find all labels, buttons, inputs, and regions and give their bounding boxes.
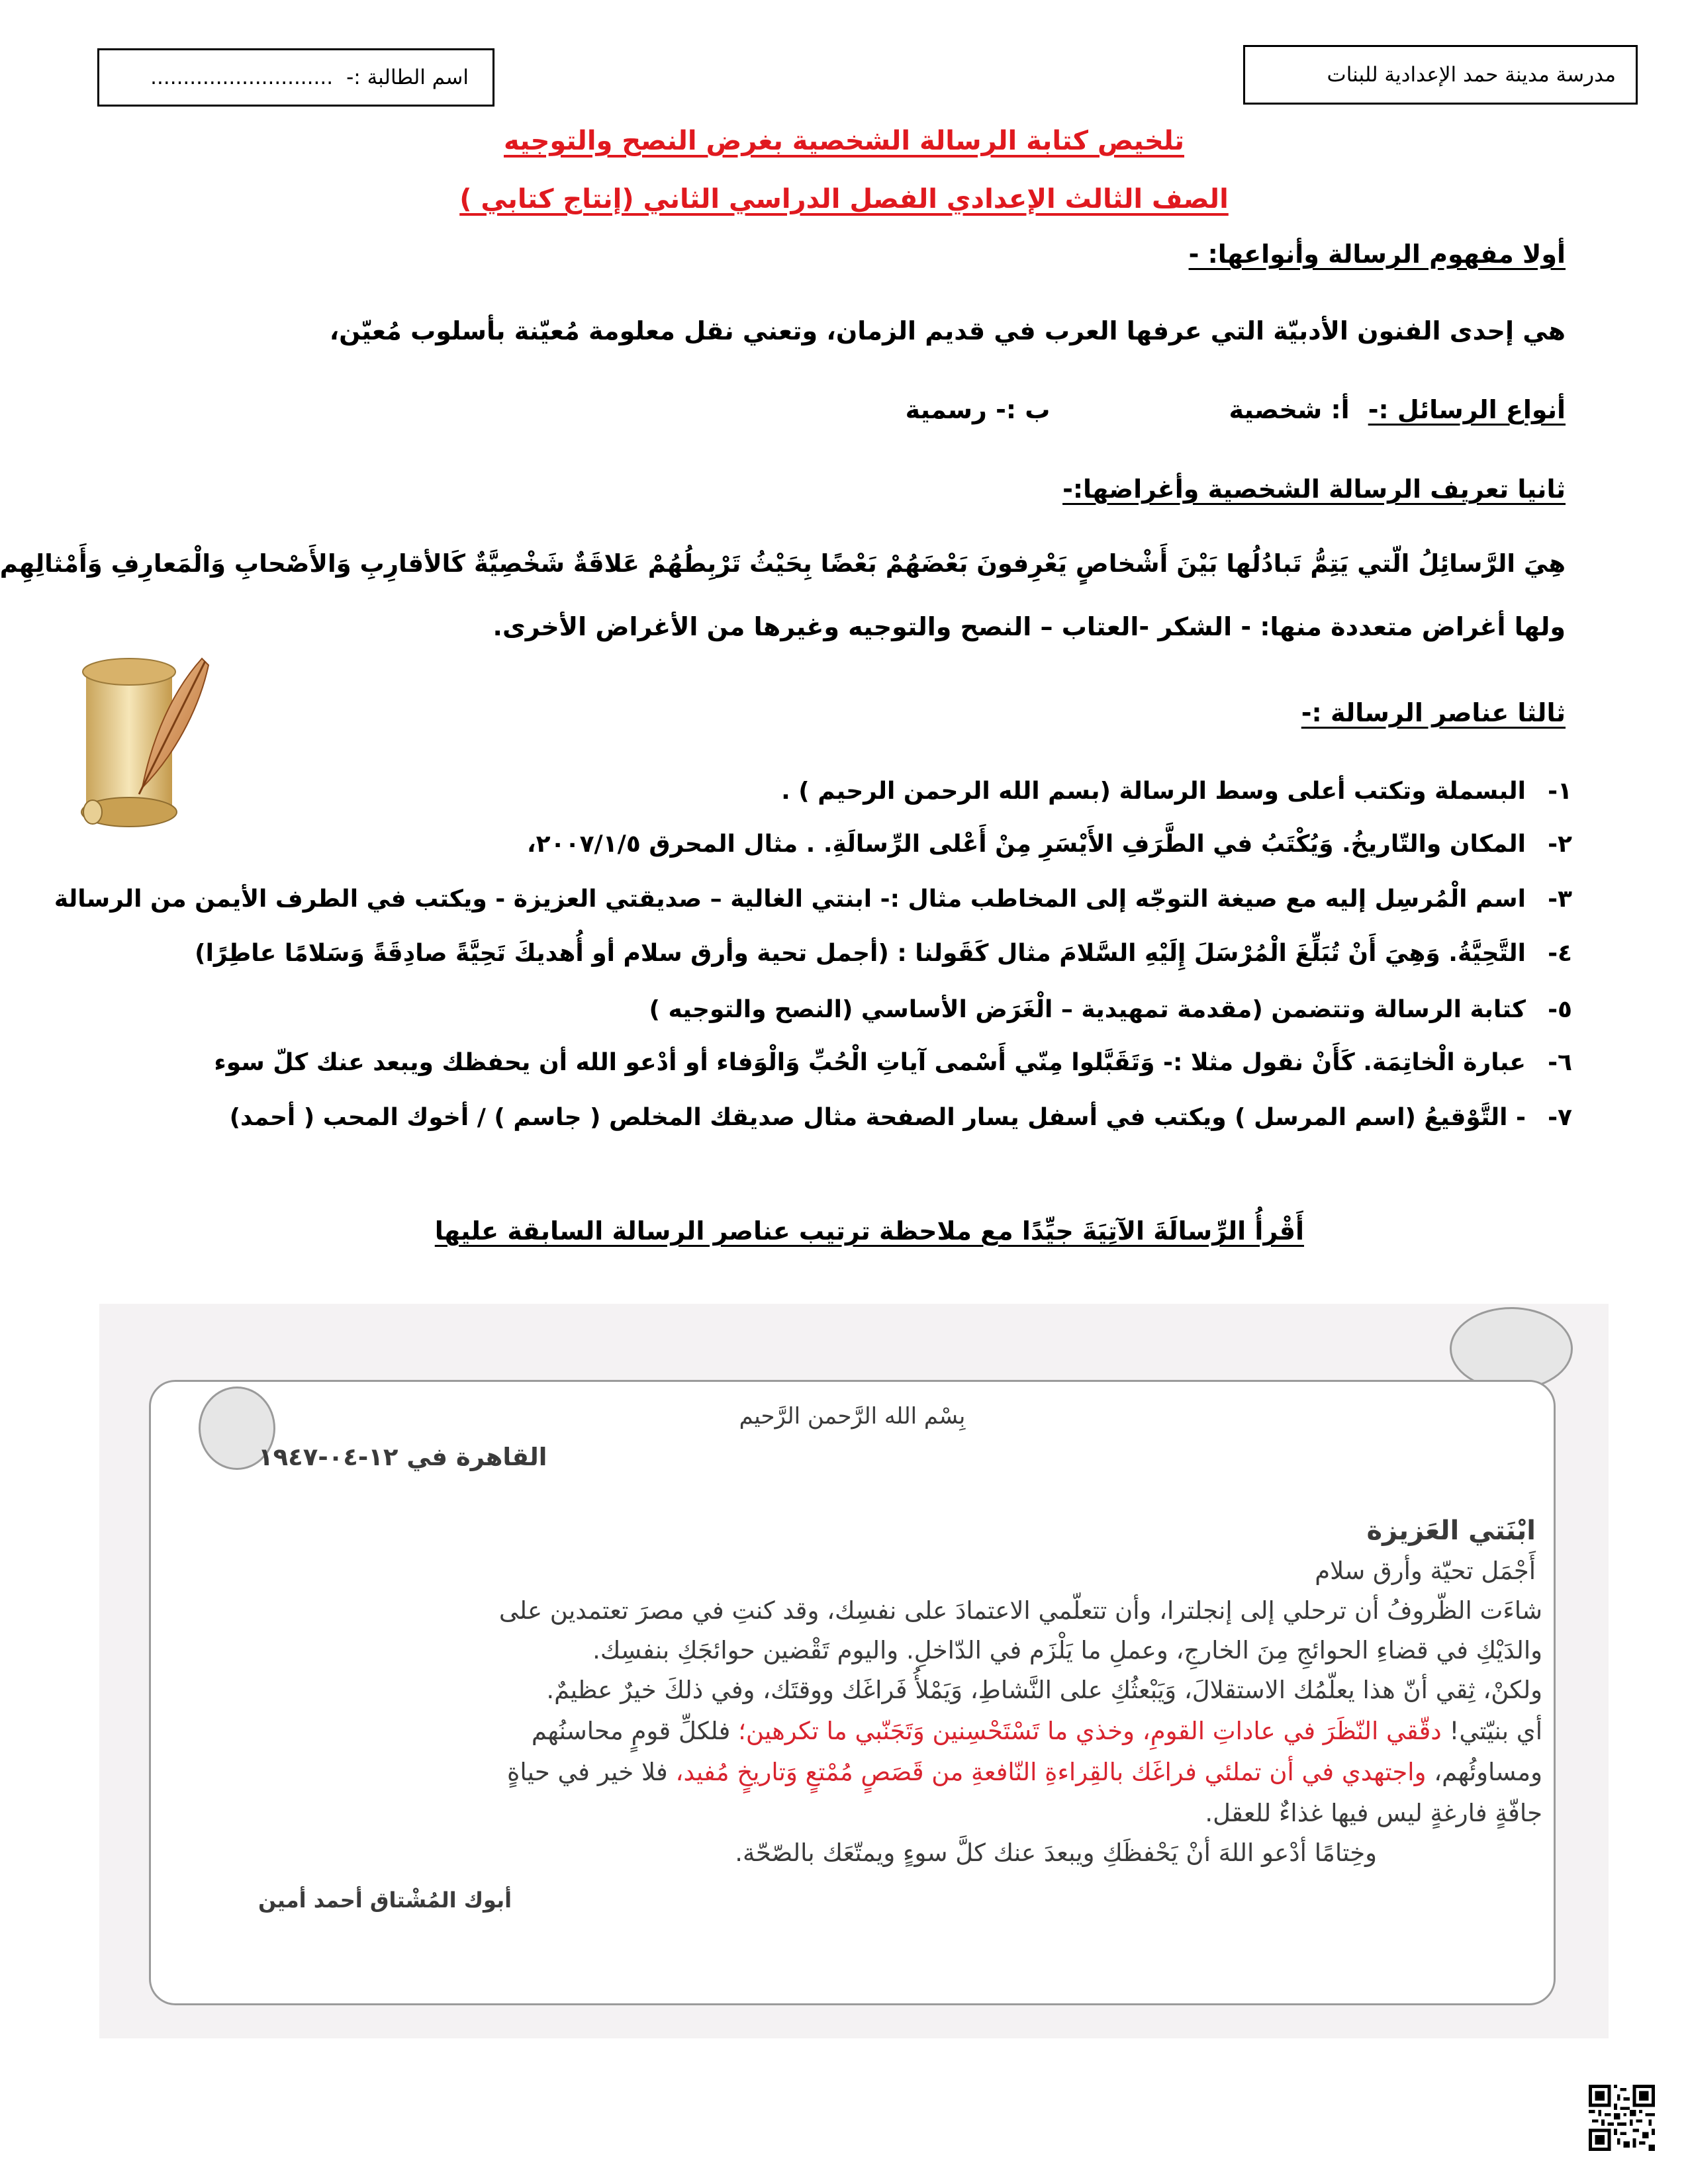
element-text: البسملة وتكتب أعلى وسط الرسالة (بسم الله الرحمن الرحيم ) . bbox=[781, 778, 1526, 805]
letter-line-2: والدَيْكِ في قضاءِ الحوائجِ مِنَ الخارجِ، وعملِ ما يَلْزَم في الدّاخلِ. واليوم تَقْضين حوائجَكِ بنفسِك. bbox=[592, 1636, 1542, 1664]
element-item-6 bbox=[214, 1049, 1572, 1076]
sub-title: الصف الثالث الإعدادي الفصل الدراسي الثاني (إنتاج كتابي ) bbox=[459, 184, 1229, 214]
letter-line-4-end: فلكلِّ قومٍ محاسنُهم bbox=[531, 1717, 731, 1745]
letter-line-4-start: أي بنيّتي! bbox=[1449, 1717, 1542, 1745]
element-item-2 bbox=[527, 831, 1572, 858]
element-item-3 bbox=[54, 886, 1572, 913]
reading-heading: أَقْرأُ الرِّسالَةَ الآتِيَةَ جيِّدًا مع ملاحظة ترتيب عناصر الرسالة السابقة عليها bbox=[434, 1216, 1304, 1246]
type-official: ب :- رسمية bbox=[905, 395, 1051, 424]
student-name-label: اسم الطالبة :- bbox=[346, 66, 469, 89]
element-item-7 bbox=[230, 1104, 1572, 1131]
element-item-1 bbox=[781, 778, 1572, 805]
student-name-field[interactable]: ............................ bbox=[150, 66, 334, 89]
section2-purposes: ولها أغراض متعددة منها: - الشكر -العتاب – النصح والتوجيه وغيرها من الأغراض الأخرى. bbox=[492, 612, 1566, 641]
letter-line-4 bbox=[532, 1717, 1542, 1745]
letter-addressee: ابْنَتي العَزيزة bbox=[1366, 1516, 1536, 1546]
element-text: - التَّوْقيعُ (اسم المرسل ) ويكتب في أسفل يسار الصفحة مثال صديقك المخلص ( جاسم ) / أخوك المحب ( أحمد) bbox=[229, 1104, 1526, 1131]
letter-signature: أبوك المُشْتاق أحمد أمين bbox=[258, 1888, 512, 1913]
section2-heading: ثانيا تعريف الرسالة الشخصية وأغراضها:- bbox=[1062, 475, 1566, 504]
school-name-box bbox=[1243, 45, 1638, 105]
scroll-curl-top bbox=[1450, 1307, 1573, 1390]
element-item-4 bbox=[195, 940, 1572, 967]
section1-definition: هي إحدى الفنون الأدبيّة التي عرفها العرب في قديم الزمان، وتعني نقل معلومة مُعيّنة بأسلوب مُعيّن، bbox=[329, 316, 1566, 345]
section3-heading: ثالثا عناصر الرسالة :- bbox=[1301, 698, 1566, 727]
element-text: المكان والتّاريخُ. وَيُكْتَبُ في الطَّرَفِ الأَيْسَرِ مِنْ أَعْلى الرِّسالَةِ. . مثال المحرق ٢٠٠٧/١/٥، bbox=[526, 831, 1526, 858]
type-personal: أ: شخصية bbox=[1229, 395, 1350, 424]
scroll-quill-icon bbox=[73, 652, 215, 831]
element-item-5 bbox=[649, 996, 1572, 1023]
element-text: كتابة الرسالة وتتضمن (مقدمة تمهيدية – الْغَرَض الأساسي (النصح والتوجيه ) bbox=[649, 996, 1526, 1023]
main-title: تلخيص كتابة الرسالة الشخصية بغرض النصح والتوجيه bbox=[503, 126, 1185, 156]
letter-line-1: شاءَت الظّروفُ أن ترحلي إلى إنجلترا، وأن تتعلّمي الاعتمادَ على نفسِك، وقد كنتِ في مصرَ تعتمدين على bbox=[498, 1596, 1542, 1625]
element-num: ٣- bbox=[1548, 886, 1572, 913]
letter-place-date: القاهرة في ١٢-٠٤-١٩٤٧ bbox=[258, 1443, 547, 1471]
letter-advice-2: واجتهدي في أن تملئي فراغَك بالقِراءةِ النّافعةِ من قَصَصٍ مُمْتعٍ وَتاريخٍ مُفيد، bbox=[675, 1758, 1427, 1786]
element-num: ٢- bbox=[1548, 831, 1572, 858]
element-text: اسم الْمُرسِل إليه مع صيغة التوجّه إلى المخاطب مثال :- ابنتي الغالية – صديقتي العزيزة - ويكتب في الطرف الأيمن من الرسالة bbox=[54, 886, 1526, 913]
section1-heading: أولا مفهوم الرسالة وأنواعها: - bbox=[1188, 240, 1566, 269]
letter-types bbox=[906, 395, 1566, 424]
element-num: ٥- bbox=[1548, 996, 1572, 1023]
letter-basmala: بِسْم الله الرَّحمن الرَّحيم bbox=[739, 1403, 966, 1430]
types-label: أنواع الرسائل :- bbox=[1368, 395, 1566, 424]
element-num: ٧- bbox=[1548, 1104, 1572, 1131]
section2-definition: هِيَ الرَّسائِلُ الّتي يَتِمُّ تَبادُلُها بَيْنَ أَشْخاصٍ يَعْرِفونَ بَعْضَهُمْ بَعْضًا بِحَيْثُ تَرْبِطُهُمْ عَلاقَةٌ شَخْصِيَّةٌ كَالأقارِبِ وَالأَصْحابِ وَالْمَعارِفِ وَأَمْثالِهِم bbox=[0, 549, 1566, 578]
element-num: ٤- bbox=[1548, 940, 1572, 967]
letter-line-5-end: فلا خير في حياةٍ bbox=[507, 1758, 668, 1786]
letter-line-3: ولكنْ، ثِقي أنّ هذا يعلّمُك الاستقلالَ، وَيَبْعثُكِ على النَّشاطِ، وَيَمْلأُ فَراغَك ووقتَك، وفي ذلكَ خيرٌ عظيمٌ. bbox=[546, 1676, 1542, 1704]
letter-line-6: جافّةٍ فارغةٍ ليس فيها غذاءٌ للعقل. bbox=[1205, 1799, 1542, 1827]
letter-line-5 bbox=[507, 1758, 1542, 1786]
element-num: ١- bbox=[1548, 778, 1572, 805]
letter-advice-1: دقّقي النّظَرَ في عاداتِ القومِ، وخذي ما تَسْتَحْسِنين وَتَجَنّبي ما تكرهين؛ bbox=[738, 1717, 1442, 1745]
element-text: عبارة الْخاتِمَة. كَأَنْ نقول مثلا :- وَتَقَبَّلوا مِنّي أَسْمى آياتِ الْحُبِّ وَالْوَفاء أو أدْعو الله أن يحفظك ويبعد عنك كلّ سوء bbox=[214, 1049, 1526, 1076]
qr-code-icon bbox=[1589, 2085, 1655, 2151]
letter-greeting: أَجْمَل تحيّة وأرق سلام bbox=[1315, 1557, 1536, 1585]
letter-closing: وخِتامًا أدْعو اللهَ أنْ يَحْفظَكِ ويبعدَ عنك كلَّ سوءٍ ويمتّعَك بالصّحّة. bbox=[735, 1839, 1377, 1867]
letter-line-5-start: ومساوئُهم، bbox=[1434, 1758, 1542, 1786]
element-num: ٦- bbox=[1548, 1049, 1572, 1076]
student-name-box[interactable] bbox=[97, 48, 494, 107]
element-text: التَّحِيَّةُ. وَهِيَ أَنْ تُبَلِّغَ الْمُرْسَلَ إِلَيْهِ السَّلامَ مثال كَقَولنا : (أجمل تحية وأرق سلام أو أُهديكَ تَحِيَّةً صادِقَةً وَسَلامًا عاطِرًا) bbox=[195, 940, 1526, 967]
school-name: مدرسة مدينة حمد الإعدادية للبنات bbox=[1327, 63, 1616, 87]
